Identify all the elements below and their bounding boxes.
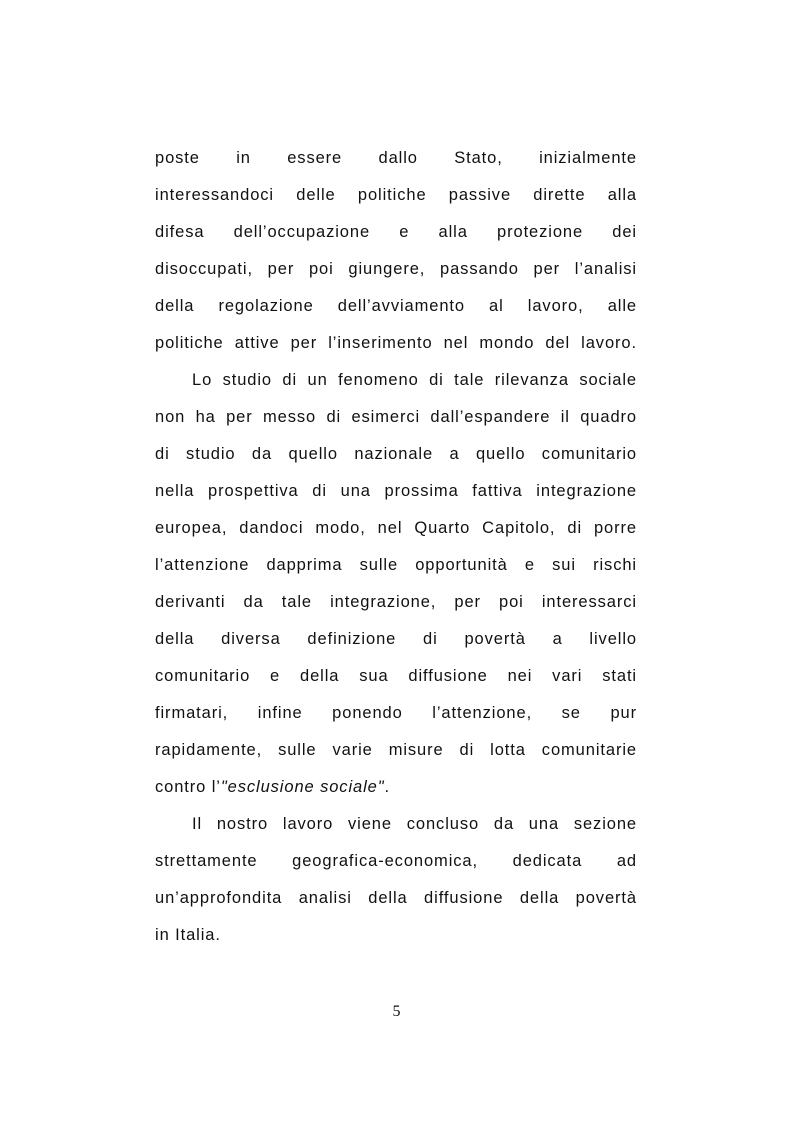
- text-line: interessandoci delle politiche passive dirette alla: [155, 186, 637, 204]
- text-line: difesa dell’occupazione e alla protezione dei: [155, 223, 637, 241]
- body-text: [155, 140, 637, 954]
- text-line: poste in essere dallo Stato, inizialmente: [155, 149, 637, 167]
- text-line: comunitario e della sua diffusione nei vari stati: [155, 667, 637, 685]
- paragraph-2: [155, 362, 637, 806]
- text-fragment: contro l’: [155, 778, 221, 796]
- paragraph-3: [155, 806, 637, 954]
- emphasized-term: "esclusione sociale": [220, 778, 385, 796]
- text-line: della diversa definizione di povertà a livello: [155, 630, 637, 648]
- text-line: strettamente geografica-economica, dedicata ad: [155, 852, 637, 870]
- text-line: derivanti da tale integrazione, per poi interessarci: [155, 593, 637, 611]
- text-line: nella prospettiva di una prossima fattiva integrazione: [155, 482, 637, 500]
- text-line: disoccupati, per poi giungere, passando per l’analisi: [155, 260, 637, 278]
- text-line: rapidamente, sulle varie misure di lotta comunitarie: [155, 741, 637, 759]
- text-line: europea, dandoci modo, nel Quarto Capitolo, di porre: [155, 519, 637, 537]
- text-line: Il nostro lavoro viene concluso da una sezione: [192, 815, 637, 833]
- text-line: politiche attive per l’inserimento nel mondo del lavoro.: [155, 334, 637, 352]
- text-line: l’attenzione dapprima sulle opportunità e sui rischi: [155, 556, 637, 574]
- text-fragment: .: [384, 778, 390, 796]
- text-line: un’approfondita analisi della diffusione della povertà: [155, 889, 637, 907]
- text-line: in Italia.: [155, 926, 221, 944]
- text-line: della regolazione dell’avviamento al lavoro, alle: [155, 297, 637, 315]
- text-line: di studio da quello nazionale a quello comunitario: [155, 445, 637, 463]
- text-line: Lo studio di un fenomeno di tale rilevanza sociale: [192, 371, 637, 389]
- text-line: firmatari, infine ponendo l’attenzione, se pur: [155, 704, 637, 722]
- paragraph-1: [155, 140, 637, 362]
- page-number: 5: [392, 1003, 401, 1020]
- text-line: [155, 769, 637, 806]
- text-line: non ha per messo di esimerci dall’espandere il quadro: [155, 408, 637, 426]
